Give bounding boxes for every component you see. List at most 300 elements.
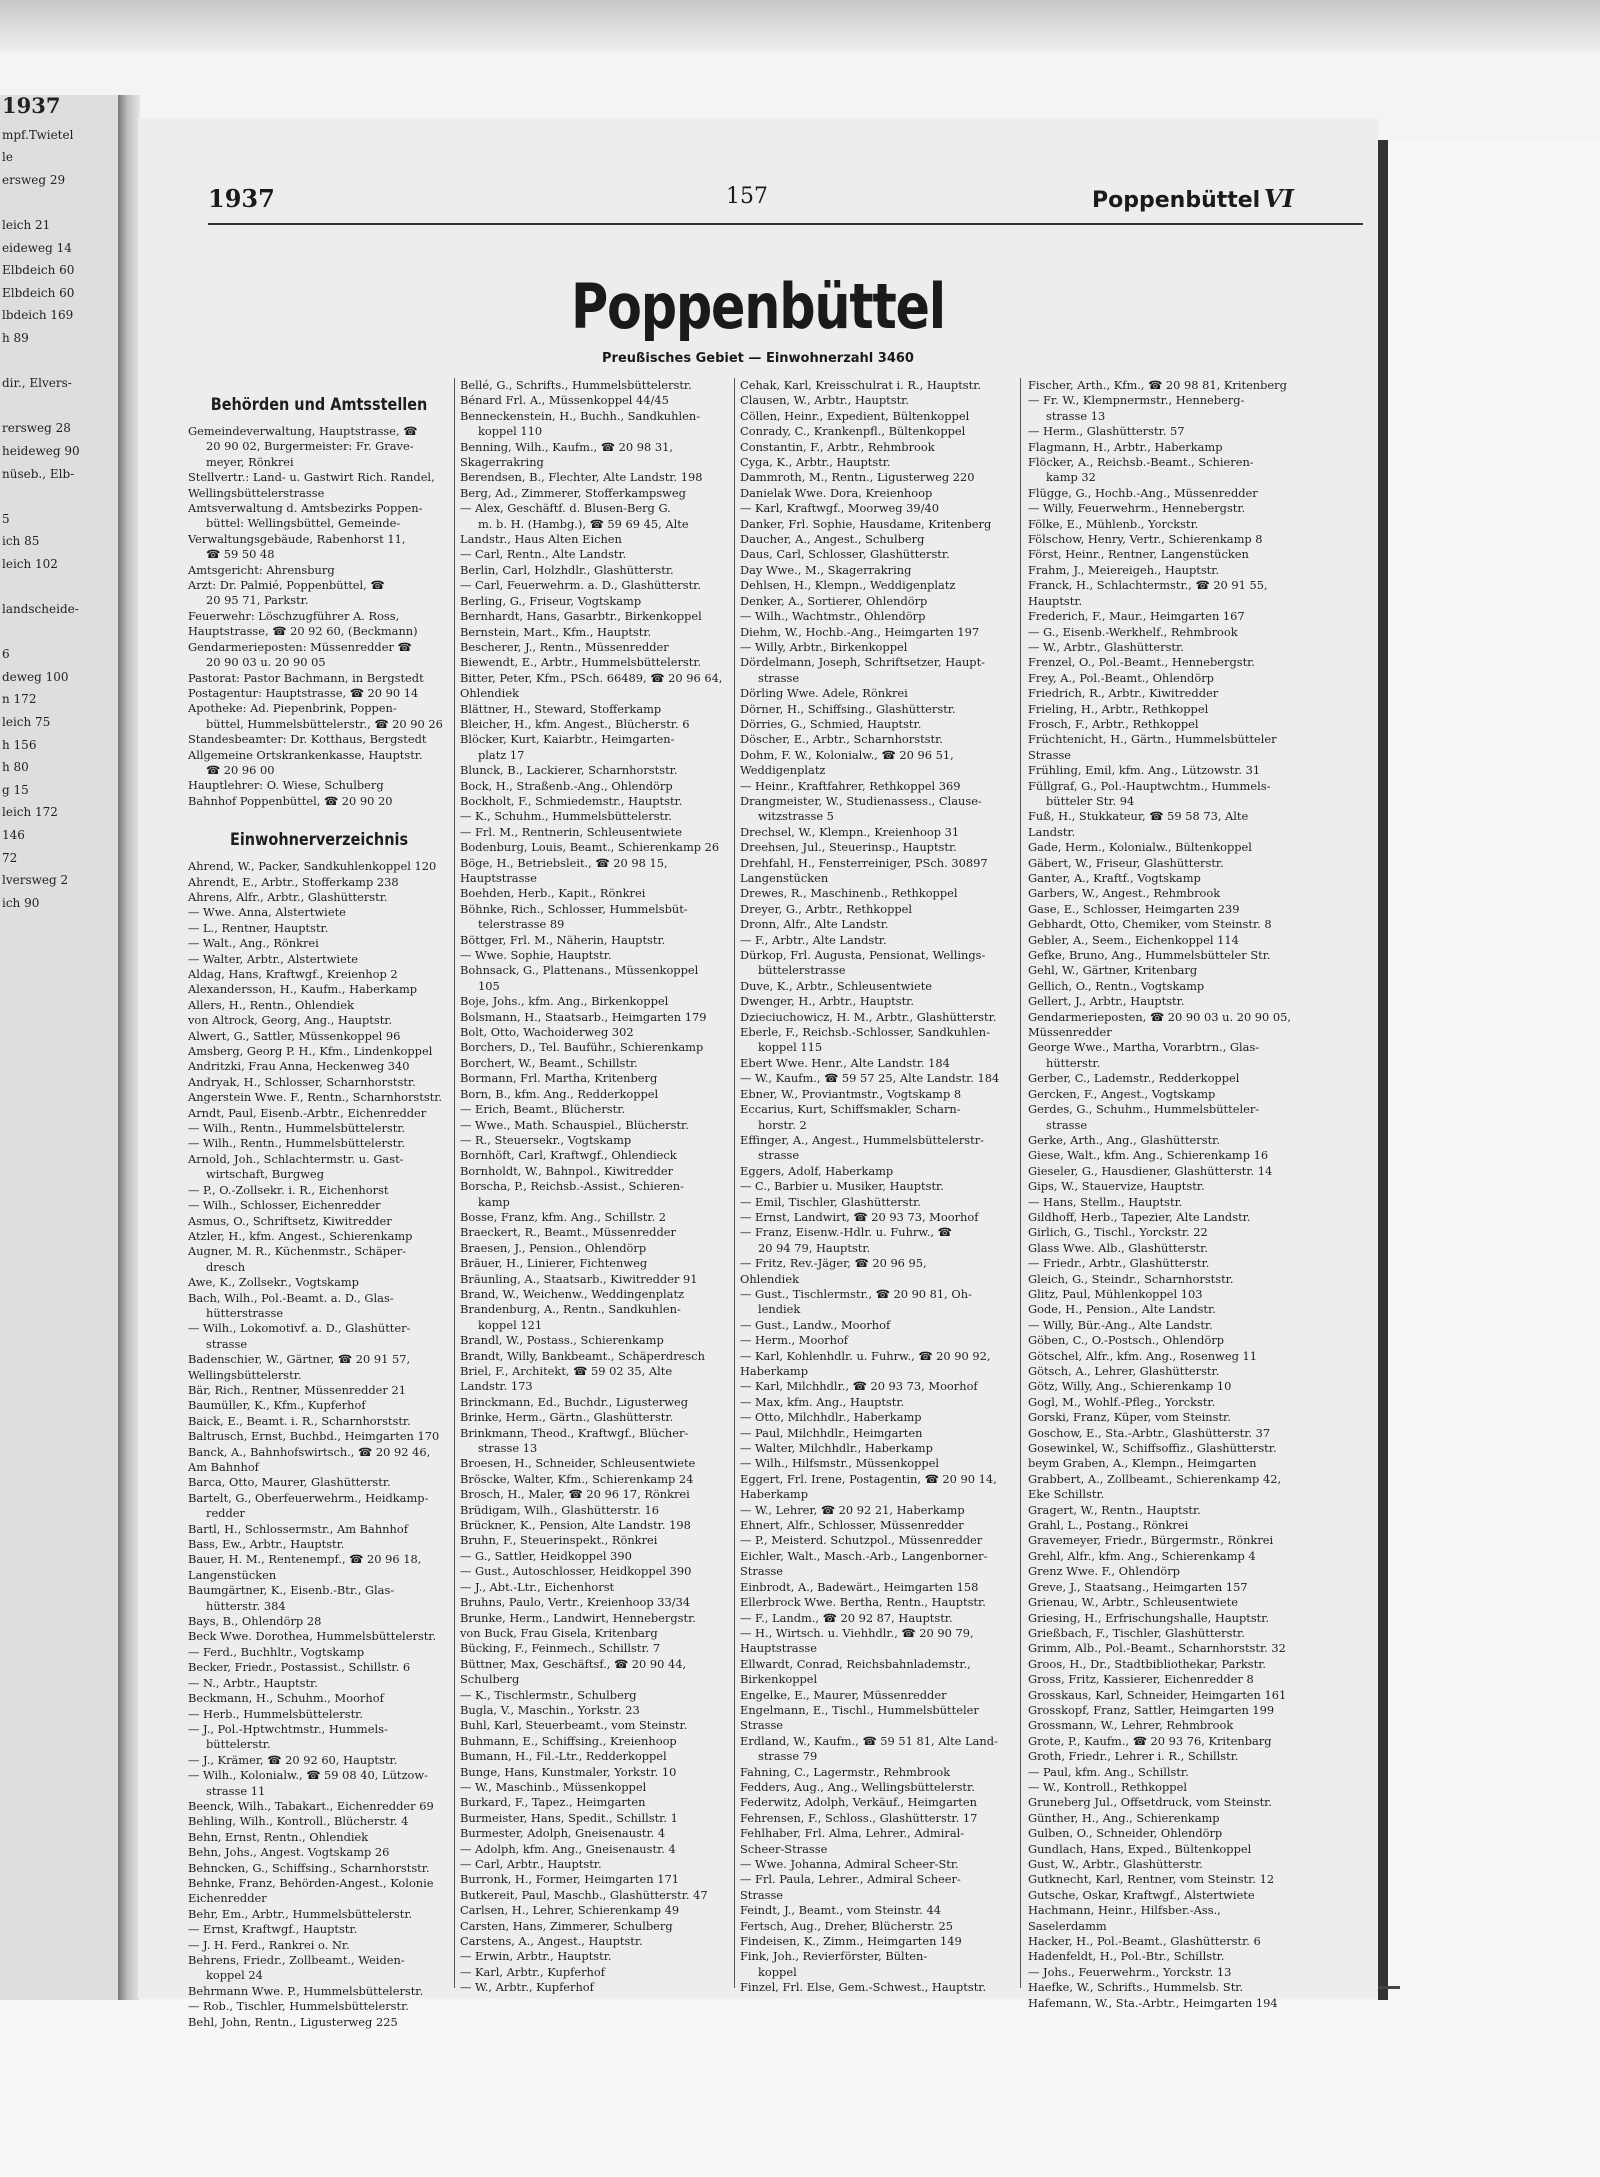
residents-list-c-e [740,378,1010,1996]
directory-entry-line: — J., Krämer, ☎ 20 92 60, Hauptstr. [188,1752,398,1767]
directory-entry-line: Grehl, Alfr., kfm. Ang., Schierenkamp 4 [1028,1548,1256,1563]
directory-entry-line: Danker, Frl. Sophie, Hausdame, Kritenberg [740,516,992,531]
directory-entry-line: 20 90 02, Burgermeister: Fr. Grave- [206,439,414,454]
directory-entry-line: Gutknecht, Karl, Rentner, vom Steinstr. 12 [1028,1872,1275,1887]
directory-entry-line: — J., Abt.-Ltr., Eichenhorst [460,1579,615,1594]
directory-entry-line: Brunke, Herm., Landwirt, Hennebergstr. [460,1610,696,1625]
directory-entry-line: Fölschow, Henry, Vertr., Schierenkamp 8 [1028,532,1263,547]
directory-entry-line: — G., Eisenb.-Werkhelf., Rehmbrook [1028,624,1238,639]
directory-entry-line: Haefke, W., Schrifts., Hummelsb. Str. [1028,1980,1244,1995]
directory-entry-line: Burmeister, Hans, Spedit., Schillstr. 1 [460,1810,678,1825]
directory-entry-line: Borchert, W., Beamt., Schillstr. [460,1055,638,1070]
previous-page-line [0,621,118,644]
directory-entry-line: telerstrasse 89 [478,917,565,932]
directory-entry-line: Finzel, Frl. Else, Gem.-Schwest., Hauptstr. [740,1980,987,1995]
directory-entry-line: Dörries, G., Schmied, Hauptstr. [740,716,922,731]
directory-entry-line: Grabbert, A., Zollbeamt., Schierenkamp 42, [1028,1471,1282,1486]
directory-entry-line: Angerstein Wwe. F., Rentn., Scharnhorststr. [188,1090,443,1105]
directory-entry-line: Ahrend, W., Packer, Sandkuhlenkoppel 120 [188,859,437,874]
directory-entry-line: Danielak Wwe. Dora, Kreienhoop [740,485,933,500]
directory-entry-line: Bénard Frl. A., Müssenkoppel 44/45 [460,393,669,408]
directory-entry-line: — Willy, Bür.-Ang., Alte Landstr. [1028,1317,1213,1332]
directory-entry-line: Grienau, W., Arbtr., Schleusentwiete [1028,1595,1238,1610]
directory-entry-line: Strasse [740,1718,784,1733]
directory-entry-line: Ohlendiek [740,1271,799,1286]
directory-entry-line: Denker, A., Sortierer, Ohlendörp [740,593,928,608]
directory-entry-line: Giese, Walt., kfm. Ang., Schierenkamp 16 [1028,1148,1269,1163]
directory-entry-line: — Herm., Glashütterstr. 57 [1028,424,1185,439]
header-page-number: 157 [726,184,768,209]
directory-entry-line: Gemeindeverwaltung, Hauptstrasse, ☎ [188,424,418,438]
previous-page-line [0,395,118,418]
directory-entry-line: Constantin, F., Arbtr., Rehmbrook [740,439,935,454]
directory-entry-line: Hauptstr. [1028,593,1083,608]
directory-entry-line: Am Bahnhof [188,1460,259,1474]
directory-entry-line: Dreehsen, Jul., Steuerinsp., Hauptstr. [740,840,957,855]
directory-entry-line: Bunge, Hans, Kunstmaler, Yorkstr. 10 [460,1764,677,1779]
directory-entry-line: Wellingsbüttelerstr. [188,1367,302,1382]
directory-entry-line: Bartl, H., Schlossermstr., Am Bahnhof [188,1521,408,1536]
directory-entry-line: bütteler Str. 94 [1046,793,1135,808]
directory-entry-line: Grosskaus, Karl, Schneider, Heimgarten 161 [1028,1687,1287,1702]
directory-entry-line: — F., Arbtr., Alte Landstr. [740,932,887,947]
directory-entry-line: Gogl, M., Wohlf.-Pfleg., Yorckstr. [1028,1394,1216,1409]
directory-entry-line: Goschow, E., Sta.-Arbtr., Glashütterstr. 37 [1028,1425,1271,1440]
previous-page-line: heideweg 90 [2,443,80,458]
directory-entry-line: Dörner, H., Schiffsing., Glashütterstr. [740,701,956,716]
directory-entry-line: Postagentur: Hauptstrasse, ☎ 20 90 14 [188,685,419,700]
directory-entry-line: Born, B., kfm. Ang., Redderkoppel [460,1086,659,1101]
directory-entry-line: Landstr. 173 [460,1379,533,1394]
directory-entry-line: Hadenfeldt, H., Pol.-Btr., Schillstr. [1028,1949,1225,1964]
directory-entry-line: Clausen, W., Arbtr., Hauptstr. [740,393,909,408]
directory-entry-line: Landstr. [1028,824,1076,839]
directory-entry-line: Cyga, K., Arbtr., Hauptstr. [740,455,891,470]
directory-entry-line: Gode, H., Pension., Alte Landstr. [1028,1302,1216,1317]
previous-page-line [0,191,118,214]
directory-entry-line: — J., Pol.-Hptwchtmstr., Hummels- [188,1721,388,1736]
directory-entry-line: Bockholt, F., Schmiedemstr., Hauptstr. [460,793,683,808]
directory-entry-line: kamp [478,1194,510,1209]
directory-entry-line: Gendarmerieposten: Müssenredder ☎ [188,639,412,654]
directory-entry-line: Dörling Wwe. Adele, Rönkrei [740,686,908,701]
column-1 [188,378,450,2030]
directory-entry-line: Bücking, F., Feinmech., Schillstr. 7 [460,1641,661,1656]
directory-entry-line: Borscha, P., Reichsb.-Assist., Schieren- [460,1179,684,1194]
directory-entry-line: Birkenkoppel [740,1672,818,1687]
directory-entry-line: Bartelt, G., Oberfeuerwehrm., Heidkamp- [188,1490,429,1505]
directory-entry-line: Gieseler, G., Hausdiener, Glashütterstr. 14 [1028,1163,1273,1178]
directory-entry-line: Cöllen, Heinr., Expedient, Bültenkoppel [740,408,970,423]
directory-entry-line: Verwaltungsgebäude, Rabenhorst 11, [188,531,406,546]
previous-page-line: deweg 100 [2,669,69,684]
directory-entry-line: Fuß, H., Stukkateur, ☎ 59 58 73, Alte [1028,809,1249,824]
directory-entry-line: Gulben, O., Schneider, Ohlendörp [1028,1826,1223,1841]
directory-entry-line: — P., Meisterd. Schutzpol., Müssenredder [740,1533,983,1548]
directory-entry-line: Federwitz, Adolph, Verkäuf., Heimgarten [740,1795,977,1810]
directory-entry-line: Groth, Friedr., Lehrer i. R., Schillstr. [1028,1749,1239,1764]
directory-entry-line: koppel 24 [206,1968,263,1983]
directory-entry-line: Wellingsbüttelerstrasse [188,485,325,500]
directory-entry-line: Fischer, Arth., Kfm., ☎ 20 98 81, Kritenberg [1028,378,1287,392]
directory-entry-line: Fehrensen, F., Schloss., Glashütterstr. 17 [740,1810,978,1825]
directory-entry-line: Gellich, O., Rentn., Vogtskamp [1028,978,1205,993]
directory-entry-line: Behncken, G., Schiffsing., Scharnhorststr. [188,1860,430,1875]
directory-entry-line: Erdland, W., Kaufm., ☎ 59 51 81, Alte Land- [740,1733,998,1748]
directory-entry-line: — W., Kontroll., Rethkoppel [1028,1779,1187,1794]
directory-entry-line: Ganter, A., Kraftf., Vogtskamp [1028,871,1201,885]
residents-list-b [460,378,725,1996]
directory-entry-line: — Gust., Tischlermstr., ☎ 20 90 81, Oh- [740,1286,972,1301]
directory-entry-line: Apotheke: Ad. Piepenbrink, Poppen- [188,701,397,716]
directory-entry-line: Dördelmann, Joseph, Schriftsetzer, Haupt- [740,655,986,670]
previous-page-line: h 89 [2,330,29,345]
directory-entry-line: Först, Heinr., Rentner, Langenstücken [1028,547,1249,562]
section-heading-authorities: Behörden und Amtsstellen [210,395,428,415]
directory-entry-line: — Ernst, Landwirt, ☎ 20 93 73, Moorhof [740,1209,979,1224]
directory-entry-line: Biewendt, E., Arbtr., Hummelsbüttelerstr. [460,655,702,670]
directory-entry-line: — H., Wirtsch. u. Viehhdlr., ☎ 20 90 79, [740,1625,974,1640]
directory-entry-line: Eichenredder [188,1891,267,1906]
directory-entry-line: — Karl, Milchhdlr., ☎ 20 93 73, Moorhof [740,1379,978,1394]
directory-entry-line: — W., Maschinb., Müssenkoppel [460,1779,647,1794]
directory-entry-line: Ohlendiek [460,686,519,701]
directory-entry-line: — C., Barbier u. Musiker, Hauptstr. [740,1179,944,1194]
directory-entry-line: Gade, Herm., Kolonialw., Bültenkoppel [1028,840,1252,855]
directory-entry-line: Gust, W., Arbtr., Glashütterstr. [1028,1857,1203,1871]
directory-entry-line: Gase, E., Schlosser, Heimgarten 239 [1028,901,1240,916]
directory-entry-line: — Fr. W., Klempnermstr., Henneberg- [1028,393,1245,408]
directory-entry-line: — Wwe. Anna, Alstertwiete [188,905,346,920]
directory-entry-line: kamp 32 [1046,470,1096,485]
directory-entry-line: — Alex, Geschäftf. d. Blusen-Berg G. [460,501,671,516]
previous-page-line: dir., Elvers- [2,376,72,391]
directory-entry-line: Dronn, Alfr., Alte Landstr. [740,917,889,932]
header-year: 1937 [208,184,275,213]
directory-entry-line: Blöcker, Kurt, Kaiarbtr., Heimgarten- [460,732,675,747]
directory-entry-line: Duve, K., Arbtr., Schleusentwiete [740,978,933,993]
directory-entry-line: Fehlhaber, Frl. Alma, Lehrer., Admiral- [740,1826,965,1841]
directory-entry-line: strasse [758,1148,800,1163]
directory-entry-line: Götz, Willy, Ang., Schierenkamp 10 [1028,1379,1232,1394]
directory-entry-line: Garbers, W., Angest., Rehmbrook [1028,886,1221,901]
directory-entry-line: Grote, P., Kaufm., ☎ 20 93 76, Kritenbarg [1028,1733,1272,1748]
residents-list-a [188,859,450,2030]
directory-entry-line: — Franz, Eisenw.-Hdlr. u. Fuhrw., ☎ [740,1225,952,1240]
residents-list-f-h [1028,378,1308,2011]
directory-entry-line: Cehak, Karl, Kreisschulrat i. R., Hauptstr. [740,378,982,392]
directory-entry-line: beym Graben, A., Klempn., Heimgarten [1028,1456,1257,1471]
directory-entry-line: — P., O.-Zollsekr. i. R., Eichenhorst [188,1182,389,1197]
directory-entry-line: Bormann, Frl. Martha, Kritenberg [460,1071,658,1086]
directory-entry-line: Frosch, F., Arbtr., Rethkoppel [1028,716,1199,731]
directory-entry-line: Scheer-Strasse [740,1841,828,1856]
directory-entry-line: büttel: Wellingsbüttel, Gemeinde- [206,516,401,531]
directory-entry-line: — Walt., Ang., Rönkrei [188,936,319,951]
directory-entry-line: Bornhöft, Carl, Kraftwgf., Ohlendieck [460,1148,677,1163]
directory-entry-line: — Paul, Milchhdlr., Heimgarten [740,1425,923,1440]
directory-entry-line: — Wilh., Hilfsmstr., Müssenkoppel [740,1456,940,1471]
directory-entry-line: — Adolph, kfm. Ang., Gneisenaustr. 4 [460,1841,676,1856]
directory-entry-line: — Wilh., Lokomotivf. a. D., Glashütter- [188,1321,411,1336]
scan-top-shadow [0,0,1600,52]
previous-page-line: Elbdeich 60 [2,285,75,300]
directory-entry-line: Benning, Wilh., Kaufm., ☎ 20 98 31, [460,439,673,454]
previous-page-year: 1937 [2,95,61,118]
directory-entry-line: Glitz, Paul, Mühlenkoppel 103 [1028,1286,1203,1301]
directory-entry-line: Burmester, Adolph, Gneisenaustr. 4 [460,1826,666,1841]
directory-entry-line: Früchtenicht, H., Gärtn., Hummelsbütteler [1028,732,1277,747]
directory-entry-line: Drangmeister, W., Studienassess., Clause- [740,793,982,808]
directory-entry-line: — Wilh., Wachtmstr., Ohlendörp [740,609,926,624]
directory-entry-line: büttelerstrasse [758,963,846,978]
directory-entry-line: Bernhardt, Hans, Gasarbtr., Birkenkoppel [460,609,702,624]
directory-entry-line: Groos, H., Dr., Stadtbibliothekar, Parkstr. [1028,1656,1267,1671]
directory-entry-line: — Carl, Rentn., Alte Landstr. [460,547,627,562]
directory-entry-line: Brinke, Herm., Gärtn., Glashütterstr. [460,1410,674,1425]
directory-entry-line: Hachmann, Heinr., Hilfsber.-Ass., [1028,1903,1221,1918]
directory-entry-line: Büttner, Max, Geschäftsf., ☎ 20 90 44, [460,1656,687,1671]
directory-entry-line: Bröscke, Walter, Kfm., Schierenkamp 24 [460,1471,694,1486]
directory-entry-line: Gildhoff, Herb., Tapezier, Alte Landstr. [1028,1209,1251,1224]
directory-entry-line: Behr, Em., Arbtr., Hummelsbüttelerstr. [188,1906,413,1921]
directory-entry-line: Gercken, F., Angest., Vogtskamp [1028,1086,1216,1101]
directory-entry-line: strasse 13 [478,1441,538,1456]
directory-entry-line: Bach, Wilh., Pol.-Beamt. a. D., Glas- [188,1290,394,1305]
directory-entry-line: strasse 11 [206,1783,266,1798]
previous-page-line [0,575,118,598]
directory-entry-line: Dehlsen, H., Klempn., Weddigenplatz [740,578,956,593]
authorities-list [188,424,450,809]
previous-page-line: 6 [2,647,10,662]
directory-entry-line: — Max, kfm. Ang., Hauptstr. [740,1394,905,1409]
directory-entry-line: — K., Tischlermstr., Schulberg [460,1687,637,1702]
directory-entry-line: Bruhn, F., Steuerinspekt., Rönkrei [460,1533,658,1548]
page-right-edge [1378,140,1388,2020]
directory-entry-line: redder [206,1506,245,1521]
directory-entry-line: — W., Lehrer, ☎ 20 92 21, Haberkamp [740,1502,965,1517]
directory-entry-line: — Karl, Arbtr., Kupferhof [460,1964,605,1979]
directory-entry-line: Braeckert, R., Beamt., Müssenredder [460,1225,676,1240]
directory-entry-line: — Carl, Arbtr., Hauptstr. [460,1857,602,1871]
directory-entry-line: Fertsch, Aug., Dreher, Blücherstr. 25 [740,1918,953,1933]
directory-entry-line: — Karl, Kohlenhdlr. u. Fuhrw., ☎ 20 90 92, [740,1348,991,1363]
previous-page-line: h 80 [2,760,29,775]
directory-entry-line: hütterstr. 384 [206,1598,286,1613]
directory-entry-line: Behrens, Friedr., Zollbeamt., Weiden- [188,1953,405,1967]
directory-entry-line: Day Wwe., M., Skagerrakring [740,562,912,577]
directory-entry-line: Dreyer, G., Arbtr., Rethkoppel [740,901,913,916]
directory-entry-line: Arndt, Paul, Eisenb.-Arbtr., Eichenredder [188,1105,427,1120]
header-volume: VI [1264,184,1294,213]
directory-entry-line: Bräuer, H., Linierer, Fichtenweg [460,1256,648,1271]
directory-entry-line: — Heinr., Kraftfahrer, Rethkoppel 369 [740,778,961,793]
directory-entry-line: Beck Wwe. Dorothea, Hummelsbüttelerstr. [188,1629,437,1644]
directory-entry-line: Gleich, G., Steindr., Scharnhorststr. [1028,1271,1234,1286]
directory-entry-line: Franck, H., Schlachtermstr., ☎ 20 91 55, [1028,578,1268,593]
directory-entry-line: koppel 121 [478,1317,543,1332]
section-heading-residents: Einwohnerverzeichnis [229,830,409,851]
directory-entry-line: Baick, E., Beamt. i. R., Scharnhorststr. [188,1413,411,1428]
directory-entry-line: — Willy, Arbtr., Birkenkoppel [740,639,908,654]
directory-entry-line: Feuerwehr: Löschzugführer A. Ross, [188,608,400,623]
directory-entry-line: — Gust., Autoschlosser, Heidkoppel 390 [460,1564,692,1579]
directory-entry-line: Griesing, H., Erfrischungshalle, Hauptstr. [1028,1610,1270,1625]
directory-entry-line: Götsch, A., Lehrer, Glashütterstr. [1028,1364,1220,1378]
column-3 [740,378,1010,1996]
directory-entry-line: Bleicher, H., kfm. Angest., Blücherstr. 6 [460,716,690,731]
directory-entry-line: Blunck, B., Lackierer, Scharnhorststr. [460,763,678,778]
directory-entry-line: Drehfahl, H., Fensterreiniger, PSch. 30897 [740,855,988,870]
directory-entry-line: Butkereit, Paul, Maschb., Glashütterstr. 47 [460,1887,708,1902]
directory-entry-line: Amtsgericht: Ahrensburg [188,562,335,577]
directory-entry-line: strasse [206,1336,248,1351]
directory-entry-line: Boehden, Herb., Kapit., Rönkrei [460,886,646,901]
directory-entry-line: — Wwe. Johanna, Admiral Scheer-Str. [740,1857,959,1871]
directory-entry-line: Banck, A., Bahnhofswirtsch., ☎ 20 92 46, [188,1444,431,1459]
directory-entry-line: Bays, B., Ohlendörp 28 [188,1614,322,1629]
directory-entry-line: Gerke, Arth., Ang., Glashütterstr. [1028,1132,1220,1147]
directory-page [138,118,1378,2029]
directory-entry-line: Ahrens, Alfr., Arbtr., Glashütterstr. [188,889,388,904]
previous-page-line: 5 [2,511,10,526]
directory-entry-line: Gebler, A., Seem., Eichenkoppel 114 [1028,932,1239,947]
previous-page-edge [0,95,121,2030]
directory-entry-line: Alexandersson, H., Kaufm., Haberkamp [188,982,418,997]
directory-entry-line: Brosch, H., Maler, ☎ 20 96 17, Rönkrei [460,1487,690,1502]
directory-entry-line: Grenz Wwe. F., Ohlendörp [1028,1564,1180,1579]
directory-entry-line: Dwenger, H., Arbtr., Hauptstr. [740,994,914,1009]
directory-entry-line: Fink, Joh., Revierförster, Bülten- [740,1949,928,1964]
directory-entry-line: Brandt, Willy, Bankbeamt., Schäperdresch [460,1348,705,1363]
directory-entry-line: — Wwe., Math. Schauspiel., Blücherstr. [460,1117,689,1132]
directory-entry-line: — Wilh., Schlosser, Eichenredder [188,1198,381,1213]
directory-entry-line: Behl, John, Rentn., Ligusterweg 225 [188,2014,398,2029]
directory-entry-line: Dürkop, Frl. Augusta, Pensionat, Wellings- [740,948,986,963]
directory-entry-line: Göben, C., O.-Postsch., Ohlendörp [1028,1333,1225,1348]
directory-entry-line: Gross, Fritz, Kassierer, Eichenredder 8 [1028,1672,1254,1687]
directory-entry-line: Füllgraf, G., Pol.-Hauptwchtm., Hummels- [1028,778,1271,793]
directory-entry-line: Engelke, E., Maurer, Müssenredder [740,1687,947,1702]
directory-entry-line: — Carl, Feuerwehrm. a. D., Glashütterstr. [460,578,701,593]
directory-entry-line: Grosskopf, Franz, Sattler, Heimgarten 199 [1028,1702,1275,1717]
previous-page-line: 146 [2,828,25,842]
directory-entry-line: Daucher, A., Angest., Schulberg [740,532,925,547]
directory-entry-line: Awe, K., Zollsekr., Vogtskamp [188,1275,359,1290]
directory-entry-line: — Wilh., Rentn., Hummelsbüttelerstr. [188,1121,406,1136]
directory-entry-line: Schulberg [460,1672,520,1687]
previous-page-line: le [2,150,13,165]
directory-entry-line: Bernstein, Mart., Kfm., Hauptstr. [460,624,652,639]
previous-page-line: eideweg 14 [2,240,72,255]
directory-entry-line: Brandenburg, A., Rentn., Sandkuhlen- [460,1302,681,1317]
previous-page-line: rersweg 28 [2,421,71,436]
directory-entry-line: Böhnke, Rich., Schlosser, Hummelsbüt- [460,901,688,916]
directory-entry-line: Pastorat: Pastor Bachmann, in Bergstedt [188,670,424,685]
previous-page-line: leich 75 [2,715,51,730]
directory-entry-line: Bohnsack, G., Plattenans., Müssenkoppel [460,963,699,978]
directory-entry-line: — Friedr., Arbtr., Glashütterstr. [1028,1256,1210,1271]
directory-entry-line: Broesen, H., Schneider, Schleusentwiete [460,1456,696,1471]
directory-entry-line: Behn, Ernst, Rentn., Ohlendiek [188,1829,369,1844]
previous-page-lines [0,124,118,915]
directory-entry-line: meyer, Rönkrei [206,454,294,469]
directory-entry-line: Müssenredder [1028,1025,1112,1040]
directory-entry-line: Frieling, H., Arbtr., Rethkoppel [1028,701,1209,716]
directory-entry-line: koppel [758,1964,797,1979]
directory-entry-line: von Altrock, Georg, Ang., Hauptstr. [188,1013,393,1028]
directory-entry-line: Fölke, E., Mühlenb., Yorckstr. [1028,516,1199,531]
directory-entry-line: Bescherer, J., Rentn., Müssenredder [460,639,669,654]
directory-entry-line: Gutsche, Oskar, Kraftwgf., Alstertwiete [1028,1887,1255,1902]
directory-entry-line: — J. H. Ferd., Rankrei o. Nr. [188,1937,350,1952]
directory-entry-line: Strasse [1028,747,1072,762]
directory-entry-line: Gebhardt, Otto, Chemiker, vom Steinstr. 8 [1028,917,1272,932]
directory-entry-line: Ellwardt, Conrad, Reichsbahnlademstr., [740,1656,971,1671]
directory-entry-line: büttel, Hummelsbüttelerstr., ☎ 20 90 26 [206,716,443,731]
directory-entry-line: Grimm, Alb., Pol.-Beamt., Scharnhorststr. 32 [1028,1641,1286,1656]
directory-entry-line: Böge, H., Betriebsleit., ☎ 20 98 15, [460,855,668,870]
directory-entry-line: Amtsverwaltung d. Amtsbezirks Poppen- [188,501,423,516]
previous-page-line: 72 [2,850,18,865]
directory-entry-line: Bahnhof Poppenbüttel, ☎ 20 90 20 [188,793,393,808]
directory-entry-line: Langenstücken [188,1567,277,1582]
directory-entry-line: Standesbeamter: Dr. Kotthaus, Bergstedt [188,732,427,747]
directory-entry-line: platz 17 [478,747,525,762]
directory-entry-line: Findeisen, K., Zimm., Heimgarten 149 [740,1934,962,1949]
directory-entry-line: dresch [206,1259,246,1274]
directory-entry-line: — Ernst, Kraftwgf., Hauptstr. [188,1922,358,1937]
directory-entry-line: Gellert, J., Arbtr., Hauptstr. [1028,994,1185,1009]
directory-entry-line: Frederich, F., Maur., Heimgarten 167 [1028,609,1245,624]
directory-entry-line: strasse 79 [758,1749,818,1764]
directory-entry-line: Frahm, J., Meiereigeh., Hauptstr. [1028,562,1220,577]
directory-entry-line: Friedrich, R., Arbtr., Kiwitredder [1028,686,1219,701]
directory-entry-line: Ehnert, Alfr., Schlosser, Müssenredder [740,1518,964,1533]
directory-entry-line: — Emil, Tischler, Glashütterstr. [740,1194,921,1209]
directory-entry-line: Bär, Rich., Rentner, Müssenredder 21 [188,1382,406,1397]
directory-entry-line: Dzieciuchowicz, H. M., Arbtr., Glashütterstr. [740,1009,997,1024]
directory-entry-line: witzstrasse 5 [758,809,834,824]
directory-entry-line: — Gust., Landw., Moorhof [740,1317,891,1332]
directory-entry-line: Briel, F., Architekt, ☎ 59 02 35, Alte [460,1364,673,1378]
directory-entry-line: Strasse [740,1564,784,1579]
directory-entry-line: — W., Arbtr., Glashütterstr. [1028,639,1184,654]
directory-entry-line: Gravemeyer, Friedr., Bürgermstr., Rönkrei [1028,1533,1274,1548]
directory-entry-line: Berling, G., Friseur, Vogtskamp [460,593,642,608]
directory-entry-line: — N., Arbtr., Hauptstr. [188,1675,318,1690]
directory-entry-line: Allers, H., Rentn., Ohlendiek [188,997,354,1012]
directory-entry-line: — Wilh., Rentn., Hummelsbüttelerstr. [188,1136,406,1151]
directory-entry-line: strasse 13 [1046,408,1106,423]
directory-entry-line: Eggert, Frl. Irene, Postagentin, ☎ 20 90 14, [740,1471,997,1486]
directory-entry-line: Behrmann Wwe. P., Hummelsbüttelerstr. [188,1983,424,1998]
directory-entry-line: Asmus, O., Schriftsetz, Kiwitredder [188,1213,392,1228]
directory-entry-line: — L., Rentner, Hauptstr. [188,920,329,935]
directory-entry-line: Drechsel, W., Klempn., Kreienhoop 31 [740,824,960,839]
directory-entry-line: Ebert Wwe. Henr., Alte Landstr. 184 [740,1055,950,1070]
directory-entry-line: Carlsen, H., Lehrer, Schierenkamp 49 [460,1903,680,1918]
directory-entry-line: Bosse, Franz, kfm. Ang., Schillstr. 2 [460,1209,667,1224]
directory-entry-line: — F., Landm., ☎ 20 92 87, Hauptstr. [740,1610,953,1625]
directory-entry-line: — Frl. Paula, Lehrer., Admiral Scheer- [740,1872,961,1887]
directory-entry-line: — W., Kaufm., ☎ 59 57 25, Alte Landstr. 184 [740,1071,1000,1086]
directory-entry-line: Ahrendt, E., Arbtr., Stofferkamp 238 [188,874,399,889]
directory-entry-line: hütterstr. [1046,1055,1101,1070]
directory-entry-line: 105 [478,978,500,993]
directory-entry-line: Bräunling, A., Staatsarb., Kiwitredder 91 [460,1271,698,1286]
directory-entry-line: Gäbert, W., Friseur, Glashütterstr. [1028,855,1224,870]
